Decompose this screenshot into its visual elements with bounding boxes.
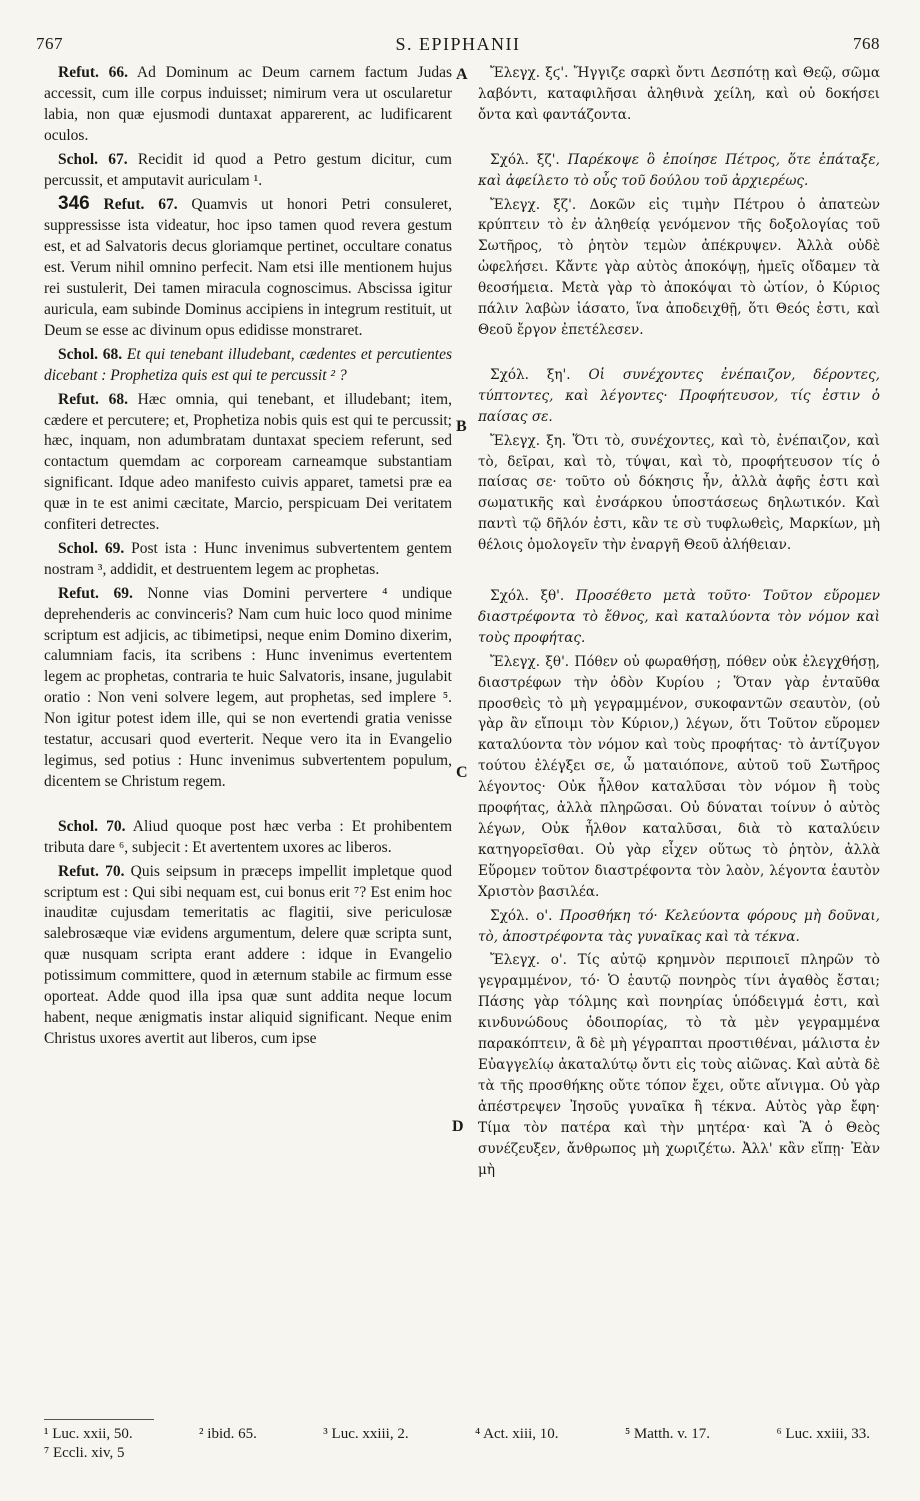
greek-paragraph: Ἔλεγχ. ξϛ'. Ἤγγιζε σαρκὶ ὄντι Δεσπότῃ καὶ Θεῷ, σῶμα λαβόντι, καταφιλῆσαι ἀληθινὰ χείλη, καὶ οὐ δοκήσει ὄντα καὶ φαντάζοντα.: [478, 65, 880, 123]
margin-letter-c: C: [456, 764, 468, 781]
greek-paragraph: Ἔλεγχ. ξζ'. Δοκῶν εἰς τιμὴν Πέτρου ὁ ἀπατεὼν κρύπτειν τὸ ἐν ἀληθείᾳ γενόμενον τῆς δοξολογίας τοῦ Σωτῆρος, τὸ ῥητὸν τεμὼν ἀπέκρυψεν. Ἀλλὰ οὐδὲ ὠφελήσει. Κἄντε γὰρ αὐτὸς ἀποκόψῃ, ἡμεῖς οἴδαμεν τὰ θεοσήμεια. Μετὰ γὰρ τὸ ἀποκόψαι τὸ ὠτίον, ὁ Κύριος πάλιν λαβὼν ἰάσατο, ἵνα ἀποδειχθῇ, ὅτι Θεός ἐστι, καὶ Θεοῦ ἔργον ἐπετέλεσεν.: [478, 196, 880, 338]
greek-paragraph: Σχόλ. ξη'. Οἱ συνέχοντες ἐνέπαιζον, δέροντες, τύπτοντες, καὶ λέγοντες· Προφήτευσον, τίς ἐστιν ὁ παίσας σε.: [478, 366, 881, 425]
greek-paragraph: Σχόλ. ξζ'. Παρέκοψε ὃ ἐποίησε Πέτρος, ὅτε ἐπάταξε, καὶ ἀφείλετο τὸ οὖς τοῦ δούλου τοῦ ἀρχιερέως.: [478, 151, 880, 189]
latin-paragraph: Refut. 69. Nonne vias Domini pervertere ⁴ undique deprehenderis ac convinceris? Nam cum huic loco quod minime scriptum est adjicis, ac tibimetipsi, neque enim Domino dixerim, calumniam facis, ita scribens : Hunc invenimus evertentem legem ac prophetas, contraria te huic Salvatoris, insane, jugulabit oratio : Non veni solvere legem, aut prophetas, sed implere ⁵. Non igitur potest idem ille, qui se non evertendi gratia venisse testatur, accusari quod everterit. Neque vero ita in Evangelio legimus, sed potius : Hunc invenimus subvertentem populum, dicentem se Christum regem.: [44, 584, 452, 790]
footnote-rule: [44, 1419, 154, 1420]
latin-paragraph: Schol. 69. Post ista : Hunc invenimus subvertentem gentem nostram ³, addidit, et destruentem legem ac prophetas.: [44, 539, 452, 578]
margin-letter-d: D: [452, 1118, 464, 1135]
marginal-page-number: 346: [58, 193, 90, 215]
margin-letter-b: B: [456, 418, 467, 435]
latin-paragraph: Refut. 68. Hæc omnia, qui tenebant, et illudebant; item, cædere et percutere; et, Prophetiza nobis quis est qui te percussit; hæc, inquam, non adumbratam duntaxat speciem referunt, sed contactum quemdam ac corpoream carneamque substantiam significant. Idque adeo manifesto cuivis apparet, tametsi præ ea quæ in te est animi cæcitate, Marcio, perspicuam Dei veritatem confiteri detrectes.: [44, 390, 452, 534]
latin-paragraph: Schol. 70. Aliud quoque post hæc verba : Et prohibentem tributa dare ⁶, subjecit : Et avertentem uxores ac liberos.: [44, 817, 452, 856]
latin-paragraph: Schol. 67. Recidit id quod a Petro gestum dicitur, cum percussit, et amputavit auriculam ¹.: [44, 150, 452, 189]
footnote: ⁵ Matth. v. 17.: [624, 1426, 711, 1442]
greek-paragraph: Ἔλεγχ. ξθ'. Πόθεν οὐ φωραθήσῃ, πόθεν οὐκ ἐλεγχθήσῃ, διαστρέφων τὴν ὁδὸν Κυρίου ; Ὅταν γὰρ ἐνταῦθα προσθεὶς τὸ μὴ γεγραμμένον, συκοφαντῶν σεαυτὸν, (οὐ γὰρ ἂν εἴποιμι τὸν Κύριον,) λέγων, ὅτι Τοῦτον εὕρομεν καταλύοντα τὸν νόμον καὶ τοὺς προφήτας· τὸ ἀντίζυγον τούτου ἐλέγξει σε, ὦ ματαιόπονε, αὐτοῦ τοῦ Σωτῆρος λέγοντος· Οὐκ ἦλθον καταλῦσαι τὸν νόμον ἢ τοὺς προφήτας, ἀλλὰ πληρῶσαι. Οὐ δύναται τοίνυν ὁ αὐτὸς λέγων, Οὐκ ἦλθον καταλῦσαι, διὰ τὸ καταλύειν κατηγορεῖσθαι. Οὐ γὰρ εἶχεν οὕτως τὸ ῥητὸν, ἀλλὰ Εὕρομεν τοῦτον διαστρέφοντα τὸν λαὸν, λέγοντα ἑαυτὸν Χριστὸν βασιλέα.: [478, 653, 880, 900]
footnote: ⁴ Act. xiii, 10.: [475, 1426, 559, 1442]
footnote: ⁷ Eccli. xiv, 5: [44, 1445, 125, 1461]
margin-letter-a: A: [456, 66, 468, 83]
latin-column: [44, 63, 452, 1053]
footnotes: [44, 1425, 880, 1463]
footnote: ⁶ Luc. xxiii, 33.: [776, 1426, 870, 1442]
footnote: ² ibid. 65.: [199, 1426, 257, 1442]
page-header: [36, 34, 880, 58]
latin-paragraph: Refut. 66. Ad Dominum ac Deum carnem factum Judas accessit, cum ille corpus induisset; nimirum vera ut oscularetur labia, non quæ ejusmodi duntaxat apparerent, ac ludificarent oculos.: [44, 64, 452, 144]
footnote-row: [44, 1425, 880, 1444]
page-number-left: 767: [36, 34, 63, 53]
footnote-row: [44, 1444, 880, 1463]
greek-column: [478, 63, 880, 1183]
latin-paragraph: 346 Refut. 67. Quamvis ut honori Petri consuleret, suppressisse ista videatur, hoc ipso tamen quod revera gestum est, et ad Salvatoris decus gloriamque pertinet, occultare conatus est. Verum nihil omnino perfecit. Nam etsi ille mentionem hujus rei sustulerit, Dei tamen miracula cognoscimus. Abscissa igitur auricula, eam subinde Dominus accipiens in integrum restituit, ut Deum se esse ac divinum opus edidisse monstraret.: [44, 193, 452, 339]
greek-paragraph: Ἔλεγχ. ξη. Ὅτι τὸ, συνέχοντες, καὶ τὸ, ἐνέπαιζον, καὶ τὸ, δεῖραι, καὶ τὸ, τύψαι, καὶ τὸ, προφήτευσον τίς ὁ παίσας σε· τοῦτο οὐ δόκησις ἦν, ἀλλὰ ἀφῆς ἐστι καὶ σωματικῆς καὶ ἐνσάρκου ὑποστάσεως δηλωτικόν. Καὶ παντὶ τῷ δῆλόν ἐστι, κἂν τε σὺ τυφλωθεὶς, Μαρκίων, μὴ θέλοις ὁμολογεῖν τὴν ἐναργῆ Θεοῦ ἀλήθειαν.: [478, 432, 880, 554]
greek-paragraph: Σχόλ. ο'. Προσθήκη τό· Κελεύοντα φόρους μὴ δοῦναι, τὸ, ἀποστρέφοντα τὰς γυναῖκας καὶ τὰ τέκνα.: [478, 907, 880, 945]
page-number-right: 768: [853, 34, 880, 53]
greek-paragraph: Σχόλ. ξθ'. Προσέθετο μετὰ τοῦτο· Τοῦτον εὕρομεν διαστρέφοντα τὸ ἔθνος, καὶ καταλύοντα τὸν νόμον καὶ τοὺς προφήτας.: [478, 588, 880, 646]
latin-paragraph: Refut. 70. Quis seipsum in præceps impellit impletque quod scriptum est : Qui sibi nequam est, cui bonus erit ⁷? Est enim hoc inauditæ cujusdam temeritatis ac flagitii, sive periculosæ salebrosæque viæ evidens argumentum, delere quæ scripta sunt, quæ nusquam scripta erant addere : idque in Evangelio potissimum committere, quod in æternum stabile ac firmum esse oporteat. Adde quod illa ipsa quæ sunt addita neque locum habent, neque ænigmatis instar aliquid significant. Neque enim Christus uxores avertit aut liberos, cum ipse: [44, 862, 452, 1047]
footnote: ³ Luc. xxiii, 2.: [323, 1426, 409, 1442]
greek-paragraph: Ἔλεγχ. ο'. Τίς αὐτῷ κρημνὸν περιποιεῖ πληρῶν τὸ γεγραμμένον, τό· Ὁ ἑαυτῷ πονηρὸς τίνι ἀγαθὸς ἔσται; Πάσης γὰρ τόλμης καὶ πονηρίας ὑπόδειγμά ἐστι, καὶ κινδυνώδους ὁδοιπορίας, τὸ τὰ μὲν γεγραμμένα παρακόπτειν, ἃ δὲ μὴ γέγραπται προστιθέναι, μάλιστα ἐν Εὐαγγελίῳ ἀκαταλύτῳ ὄντι εἰς τοὺς αἰῶνας. Καὶ αὐτὰ δὲ τὰ τῆς προσθήκης οὔτε τόπον ἔχει, οὔτε αἴνιγμα. Οὐ γὰρ ἀπέστρεψεν Ἰησοῦς γυναῖκα ἢ τέκνα. Αὐτὸς γὰρ ἔφη· Τίμα τὸν πατέρα καὶ τὴν μητέρα· καὶ Ἃ ὁ Θεὸς συνέζευξεν, ἄνθρωπος μὴ χωριζέτω. Ἀλλ' κἂν εἴπῃ· Ἐὰν μὴ: [478, 952, 880, 1178]
running-title: S. EPIPHANII: [395, 34, 521, 54]
latin-paragraph: Schol. 68. Et qui tenebant illudebant, cædentes et percutientes dicebant : Prophetiza quis est qui te percussit ² ?: [44, 345, 452, 384]
footnote: ¹ Luc. xxii, 50.: [44, 1426, 133, 1442]
